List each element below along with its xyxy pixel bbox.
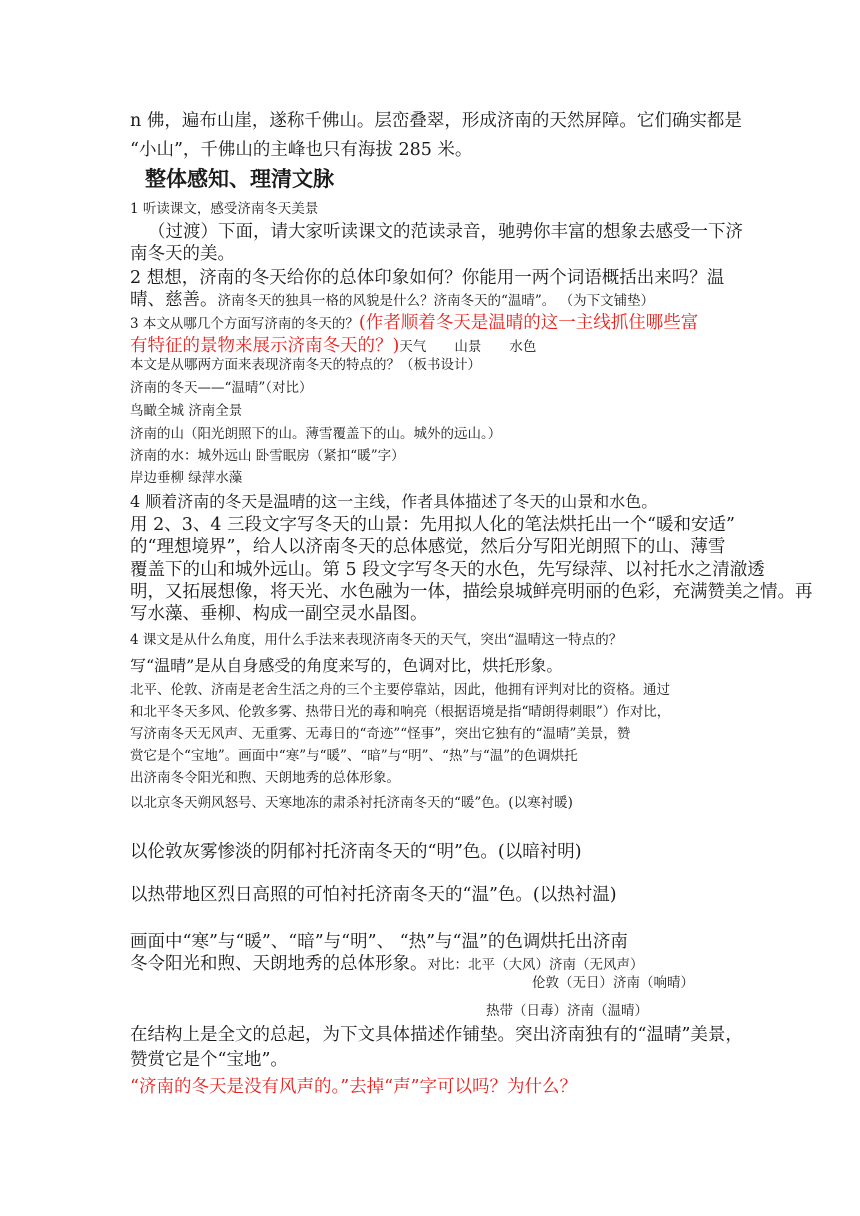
question-text: 3 本文从哪几个方面写济南的冬天的？ bbox=[130, 316, 359, 332]
contrast-note: 对比：北平（大风）济南（无风声） bbox=[427, 957, 644, 973]
paragraph-line bbox=[130, 290, 654, 310]
paragraph-line: 覆盖下的山和城外远山。第 5 段文字写冬天的水色，先写绿萍、以衬托水之清澈透 bbox=[130, 560, 765, 580]
paragraph-line: （过渡）下面，请大家听读课文的范读录音，驰骋你丰富的想象去感受一下济 bbox=[148, 222, 743, 242]
paragraph-line: 和北平冬天多风、伦敦多雾、热带日光的毒和响亮（根据语境是指“晴朗得刺眼”）作对比， bbox=[130, 704, 671, 720]
paragraph-line: “小山”，千佛山的主峰也只有海拔 285 米。 bbox=[130, 140, 473, 160]
paragraph-line: 写济南冬天无风声、无重雾、无毒日的“奇迹”“怪事”，突出它独有的“温晴”美景，赞 bbox=[130, 726, 631, 742]
highlight-text: (作者顺着冬天是温晴的这一主线 bbox=[358, 313, 611, 333]
aspect-label: 水色 bbox=[509, 339, 537, 355]
paragraph-line: 赞赏它是个“宝地”。 bbox=[130, 1050, 288, 1070]
paragraph-line: 出济南冬令阳光和煦、天朗地秀的总体形象。 bbox=[130, 770, 400, 786]
paragraph-line: 画面中“寒”与“暖”、“暗”与“明”、 “热”与“温”的色调烘托出济南 bbox=[130, 932, 628, 952]
paragraph-line: 写“温晴”是从自身感受的角度来写的，色调对比，烘托形象。 bbox=[130, 656, 563, 675]
paragraph-line: 赏它是个“宝地”。画面中“寒”与“暖”、“暗”与“明”、“热”与“温”的色调烘托 bbox=[130, 748, 578, 764]
highlight-text: 抓住哪些富 bbox=[610, 313, 699, 333]
question-line: 2 想想，济南的冬天给你的总体印象如何？你能用一两个词语概括出来吗？温 bbox=[130, 268, 725, 288]
board-design-line: 岸边垂柳 绿萍水藻 bbox=[130, 470, 243, 486]
question-line-red: “济南的冬天是没有风声的。”去掉“声”字可以吗？为什么？ bbox=[130, 1077, 578, 1097]
question-line: 4 顺着济南的冬天是温晴的这一主线，作者具体描述了冬天的山景和水色。 bbox=[130, 492, 658, 511]
paragraph-line: 在结构上是全文的总起，为下文具体描述作铺垫。突出济南独有的“温晴”美景， bbox=[130, 1025, 743, 1045]
paragraph-line bbox=[130, 954, 644, 974]
paragraph-line: 以北京冬天朔风怒号、天寒地冻的肃杀衬托济南冬天的“暖”色。(以寒衬暖) bbox=[130, 795, 573, 811]
paragraph-line: 用 2、3、4 三段文字写冬天的山景：先用拟人化的笔法烘托出一个“暖和安适” bbox=[130, 515, 735, 535]
paragraph-line: 写水藻、垂柳、构成一副空灵水晶图。 bbox=[130, 604, 428, 624]
note-text: 济南冬天的独具一格的风貌是什么？济南冬天的“温晴”。 （为下文铺垫） bbox=[217, 293, 655, 309]
paragraph-text: 冬令阳光和煦、天朗地秀的总体形象。 bbox=[130, 954, 428, 974]
board-design-line: 鸟瞰全城 济南全景 bbox=[130, 403, 243, 419]
board-design-line: 济南的水：城外远山 卧雪眠房（紧扣“暖”字） bbox=[130, 448, 405, 464]
contrast-note: 热带（日毒）济南（温晴） bbox=[486, 1003, 648, 1019]
paragraph-line: 北平、伦敦、济南是老舍生活之舟的三个主要停靠站，因此，他拥有评判对比的资格。通过 bbox=[130, 682, 670, 698]
highlight-text: 有特征的景物来展示济南冬天的？) bbox=[130, 336, 400, 356]
board-design-line: 济南的山（阳光朗照下的山。薄雪覆盖下的山。城外的远山。） bbox=[130, 426, 502, 442]
question-line: 4 课文是从什么角度，用什么手法来表现济南冬天的天气，突出“温晴这一特点的？ bbox=[130, 632, 623, 648]
paragraph-line: n 佛，遍布山崖，遂称千佛山。层峦叠翠，形成济南的天然屏障。它们确实都是 bbox=[130, 111, 742, 131]
paragraph-line: 以伦敦灰雾惨淡的阴郁衬托济南冬天的“明”色。(以暗衬明) bbox=[130, 842, 582, 862]
paragraph-line: 以热带地区烈日高照的可怕衬托济南冬天的“温”色。(以热衬温) bbox=[130, 885, 617, 905]
paragraph-line: 南冬天的美。 bbox=[130, 244, 235, 264]
question-line bbox=[130, 313, 698, 333]
aspect-label: 天气 bbox=[399, 339, 427, 355]
paragraph-line bbox=[130, 336, 536, 356]
section-heading: 整体感知、理清文脉 bbox=[145, 167, 334, 191]
paragraph-line: 的“理想境界”，给人以济南冬天的总体感觉，然后分写阳光朗照下的山、薄雪 bbox=[130, 537, 726, 557]
answer-text: 晴、慈善。 bbox=[130, 290, 218, 310]
question-line: 1 听读课文，感受济南冬天美景 bbox=[130, 201, 319, 217]
paragraph-line: 本文是从哪两方面来表现济南冬天的特点的？（板书设计） bbox=[130, 357, 481, 373]
contrast-note: 伦敦（无日）济南（响晴） bbox=[532, 975, 694, 991]
board-design-line: 济南的冬天——“温晴”（对比） bbox=[130, 380, 313, 396]
paragraph-line: 明，又拓展想像，将天光、水色融为一体，描绘泉城鲜亮明丽的色彩，充满赞美之情。再 bbox=[130, 582, 813, 602]
aspect-label: 山景 bbox=[454, 339, 482, 355]
